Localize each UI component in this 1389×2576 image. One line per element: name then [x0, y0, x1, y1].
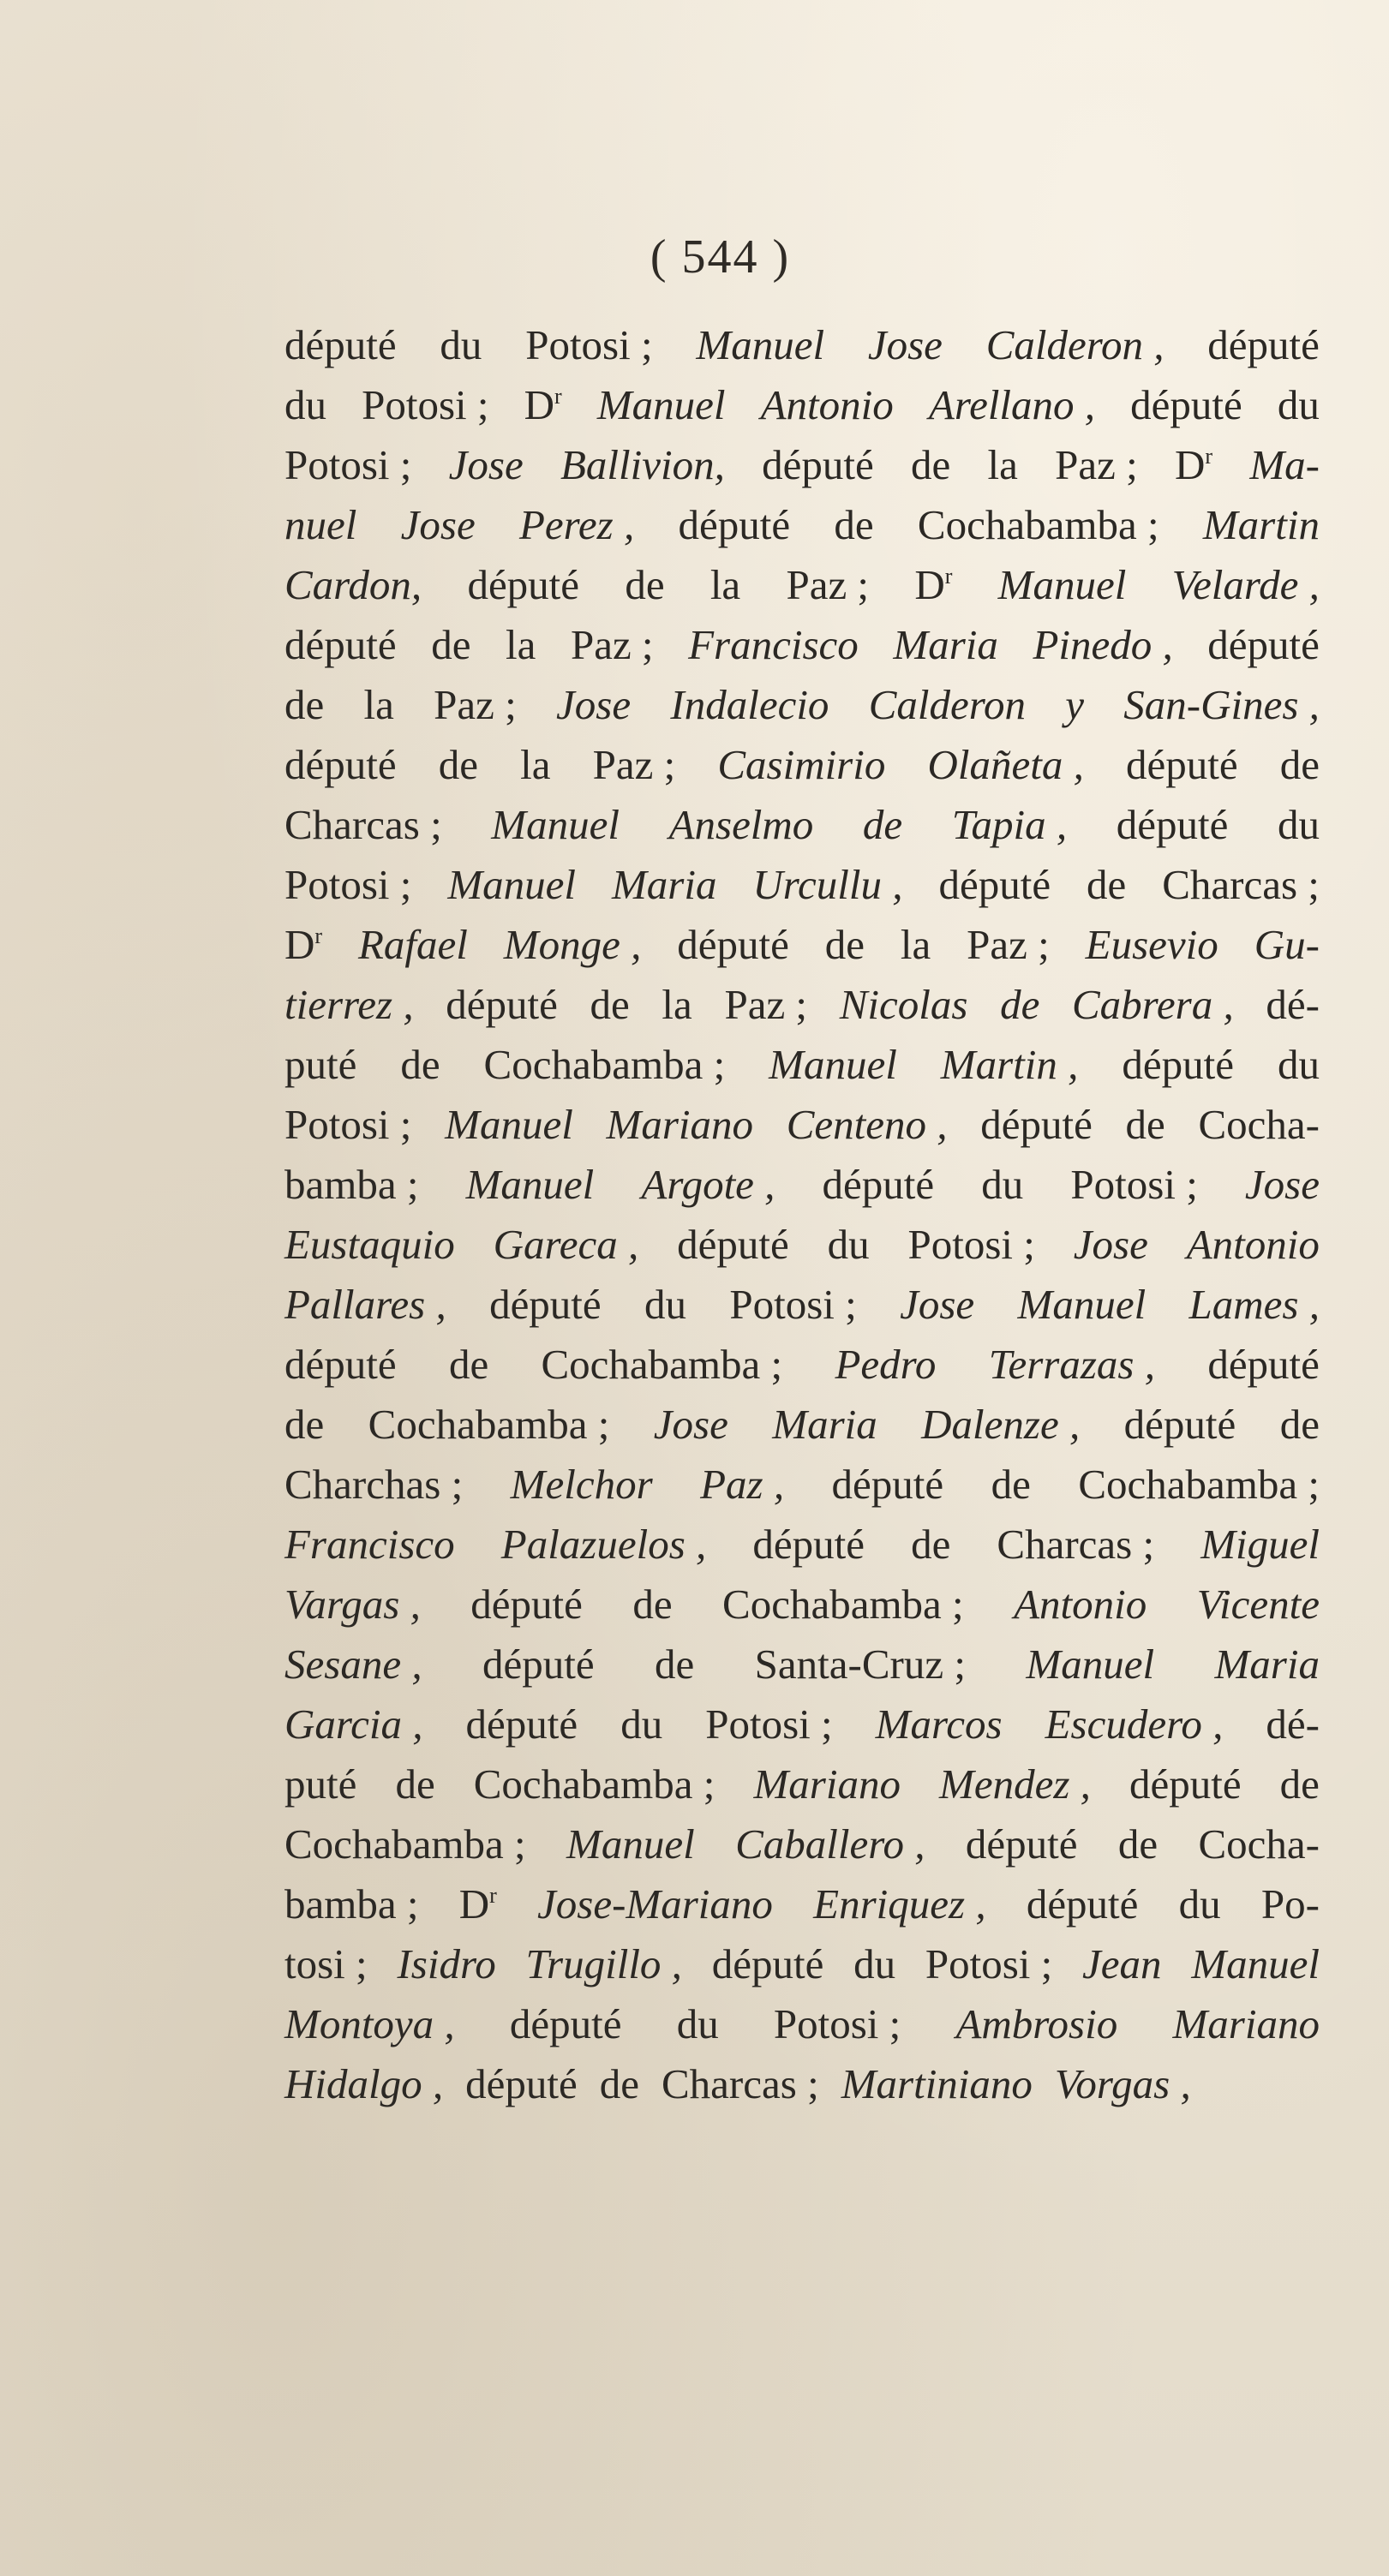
word: Isidro [397, 1940, 496, 1987]
word: député [465, 1700, 578, 1748]
word: Charcas ; [1162, 861, 1320, 908]
word: Martin [1202, 501, 1320, 548]
word: Trugillo , [525, 1940, 682, 1987]
word: Terrazas , [988, 1341, 1155, 1388]
word: de [862, 801, 903, 848]
word: député [467, 561, 580, 608]
word: Pallares , [284, 1281, 446, 1328]
word: député [965, 1820, 1078, 1868]
superscript: r [1205, 444, 1213, 469]
text-line [284, 1635, 1320, 1694]
text-line [284, 915, 1320, 975]
word: $D^r$ [914, 561, 953, 608]
text-line [284, 1155, 1320, 1215]
word: du [853, 1940, 896, 1987]
word: de [834, 501, 874, 548]
word: député [822, 1161, 935, 1208]
word: Dalenze , [921, 1401, 1081, 1448]
word: Mariano [1172, 2000, 1320, 2047]
word: du [284, 381, 326, 428]
word: la [900, 921, 931, 968]
text-line [284, 1515, 1320, 1575]
word: député [1026, 1880, 1139, 1928]
word: Nicolas [839, 981, 968, 1028]
word: député [938, 861, 1051, 908]
word: député [752, 1521, 865, 1568]
word: Caballero , [735, 1820, 925, 1868]
word: la [363, 681, 394, 728]
word: député [678, 501, 791, 548]
word: Cochabamba ; [722, 1581, 964, 1628]
word: Antonio [1014, 1581, 1147, 1628]
word: Potosi ; [1070, 1161, 1198, 1208]
text-line [284, 1035, 1320, 1095]
word: Paz ; [434, 681, 517, 728]
word: Rafael [357, 921, 468, 968]
text-line [284, 555, 1320, 615]
word: Potosi ; [773, 2000, 901, 2047]
word: Potosi ; [284, 1101, 412, 1148]
word: Montoya , [284, 2000, 455, 2047]
word: la [987, 441, 1018, 488]
word: Calderon , [985, 321, 1164, 368]
word: Jose [400, 501, 476, 548]
word: député [1116, 801, 1229, 848]
word: Gu- [1254, 921, 1320, 968]
word: Vicente [1196, 1581, 1320, 1628]
text-line [284, 1934, 1320, 1994]
word: de [590, 981, 630, 1028]
word: Pedro [835, 1341, 937, 1388]
word: Argote , [641, 1161, 775, 1208]
word: député [284, 321, 397, 368]
word: Cochabamba ; [1078, 1461, 1320, 1508]
word: Ambrosio [955, 2000, 1118, 2047]
word: député [677, 1221, 789, 1268]
text-line [284, 1395, 1320, 1455]
word: Tapia , [951, 801, 1068, 848]
word: député [509, 2000, 622, 2047]
word: Paz ; [570, 621, 654, 668]
word: Manuel [696, 321, 825, 368]
word: nuel [284, 501, 357, 548]
word: Escudero , [1045, 1700, 1224, 1748]
word: Maria [1214, 1641, 1320, 1688]
word: $D^r$ [524, 381, 562, 428]
word: député [831, 1461, 944, 1508]
word: Jose [900, 1281, 975, 1328]
word: Paz ; [592, 741, 676, 788]
word: $D^r$ [458, 1880, 497, 1928]
word: de [1125, 1101, 1165, 1148]
word: Paz , [700, 1461, 785, 1508]
word: de [1000, 981, 1040, 1028]
word: Jose [448, 441, 524, 488]
word: du [1277, 1041, 1320, 1088]
word: de [911, 441, 951, 488]
word: Potosi ; [907, 1221, 1035, 1268]
word: du [644, 1281, 687, 1328]
text-line [284, 1455, 1320, 1515]
word: de [632, 1581, 673, 1628]
word: député [284, 1341, 397, 1388]
word: bamba ; [284, 1880, 419, 1928]
word: Potosi ; [362, 381, 489, 428]
superscript: r [554, 384, 562, 409]
text-line [284, 1095, 1320, 1155]
word: Potosi ; [705, 1700, 833, 1748]
word: de [991, 1461, 1031, 1508]
word: Garcia , [284, 1700, 423, 1748]
word: Cocha- [1198, 1101, 1320, 1148]
word: la [506, 621, 536, 668]
word: dé- [1266, 1700, 1320, 1748]
word: Charcas ; [662, 2060, 819, 2107]
word: Manuel [997, 561, 1127, 608]
word: Cabrera , [1071, 981, 1234, 1028]
word: député [284, 741, 397, 788]
word: Perez , [518, 501, 635, 548]
word: Maria [611, 861, 717, 908]
word: Maria [893, 621, 998, 668]
word: Charcas ; [284, 801, 442, 848]
text-line [284, 1814, 1320, 1874]
text-line [284, 315, 1320, 375]
word: député [762, 441, 874, 488]
superscript: r [489, 1883, 497, 1908]
word: tosi ; [284, 1940, 368, 1987]
word: Hidalgo , [284, 2060, 444, 2107]
text-line [284, 435, 1320, 495]
word: Po- [1260, 1880, 1320, 1928]
word: Mendez , [939, 1760, 1091, 1808]
word: député [1130, 381, 1242, 428]
word: Manuel [1191, 1940, 1320, 1987]
word: Charcas ; [997, 1521, 1155, 1568]
word: député [1207, 1341, 1320, 1388]
word: Ma- [1249, 441, 1320, 488]
word: Casimirio [717, 741, 886, 788]
word: Manuel [566, 1820, 695, 1868]
word: Jose [1073, 1221, 1148, 1268]
word: Manuel [465, 1161, 595, 1208]
text-line [284, 375, 1320, 435]
word: Lames , [1188, 1281, 1320, 1328]
word: Jose [1244, 1161, 1320, 1208]
word: Cocha- [1198, 1820, 1320, 1868]
word: député [489, 1281, 602, 1328]
word: Charchas ; [284, 1461, 464, 1508]
word: tierrez , [284, 981, 414, 1028]
word: de [1117, 1820, 1158, 1868]
word: puté [284, 1041, 357, 1088]
text-line [284, 1575, 1320, 1635]
word: Cochabamba ; [368, 1401, 610, 1448]
word: Antonio [1186, 1221, 1320, 1268]
word: Potosi ; [729, 1281, 857, 1328]
text-line [284, 855, 1320, 915]
word: Manuel [1017, 1281, 1147, 1328]
word: Mariano [753, 1760, 901, 1808]
word: Marcos [875, 1700, 1003, 1748]
word: Vorgas , [1054, 2060, 1191, 2107]
word: de [599, 2060, 639, 2107]
text-line [284, 795, 1320, 855]
text-line [284, 495, 1320, 555]
word: Pinedo , [1033, 621, 1173, 668]
word: du [1277, 381, 1320, 428]
word: du [620, 1700, 663, 1748]
word: Miguel [1200, 1521, 1320, 1568]
word: Paz ; [1055, 441, 1138, 488]
text-line [284, 735, 1320, 795]
word: la [709, 561, 741, 608]
word: Anselmo [668, 801, 814, 848]
word: dé- [1266, 981, 1320, 1028]
word: de [431, 621, 471, 668]
word: Melchor [510, 1461, 653, 1508]
text-line [284, 675, 1320, 735]
word: Paz ; [967, 921, 1050, 968]
word: Manuel [1026, 1641, 1155, 1688]
word: Urcullu , [752, 861, 903, 908]
body-text [284, 315, 1320, 2114]
word: Centeno , [786, 1101, 948, 1148]
word: député [1123, 1401, 1236, 1448]
word: député [1207, 621, 1320, 668]
word: de [655, 1641, 695, 1688]
word: de [824, 921, 865, 968]
word: de [284, 1401, 325, 1448]
word: Potosi ; [925, 1940, 1053, 1987]
word: Martiniano [841, 2060, 1033, 2107]
word: Velarde , [1171, 561, 1320, 608]
word: du [440, 321, 482, 368]
word: Arellano , [928, 381, 1096, 428]
word: de [625, 561, 665, 608]
text-line [284, 1215, 1320, 1275]
text-line [284, 2054, 1320, 2114]
word: $D^r$ [284, 921, 323, 968]
word: Francisco [688, 621, 859, 668]
word: de [395, 1760, 435, 1808]
text-line [284, 1694, 1320, 1754]
word: député [284, 621, 397, 668]
word: Eusevio [1085, 921, 1218, 968]
word: député [711, 1940, 824, 1987]
word: député [465, 2060, 578, 2107]
word: San-Gines , [1123, 681, 1320, 728]
word: du [1277, 801, 1320, 848]
word: Jose-Mariano [537, 1880, 773, 1928]
word: de [1087, 861, 1127, 908]
text-line [284, 1994, 1320, 2054]
word: Mariano [606, 1101, 754, 1148]
word: Manuel [769, 1041, 897, 1088]
word: du [1178, 1880, 1221, 1928]
word: Monge , [503, 921, 642, 968]
word: Francisco [284, 1521, 455, 1568]
word: Jose [867, 321, 943, 368]
text-line [284, 615, 1320, 675]
word: bamba ; [284, 1161, 419, 1208]
word: Cochabamba ; [541, 1341, 783, 1388]
word: Cochabamba ; [473, 1760, 715, 1808]
text-line [284, 1335, 1320, 1395]
text-line [284, 975, 1320, 1035]
word: député [482, 1641, 595, 1688]
word: $D^r$ [1175, 441, 1213, 488]
word: député [1207, 321, 1320, 368]
word: député [1122, 1041, 1234, 1088]
word: Antonio [760, 381, 894, 428]
word: de [400, 1041, 440, 1088]
text-line [284, 1874, 1320, 1934]
word: Manuel [491, 801, 620, 848]
word: Eustaquio [284, 1221, 455, 1268]
word: de [448, 1341, 489, 1388]
word: Cochabamba ; [483, 1041, 726, 1088]
word: Indalecio [670, 681, 829, 728]
word: Jose [556, 681, 632, 728]
word: député [470, 1581, 583, 1628]
word: Potosi ; [284, 441, 412, 488]
word: du [676, 2000, 719, 2047]
word: Gareca , [493, 1221, 639, 1268]
word: Olañeta , [927, 741, 1084, 788]
word: la [520, 741, 551, 788]
superscript: r [314, 923, 323, 948]
word: Manuel [445, 1101, 573, 1148]
word: député [446, 981, 558, 1028]
word: Maria [772, 1401, 877, 1448]
word: Santa-Cruz ; [754, 1641, 966, 1688]
word: député [980, 1101, 1093, 1148]
word: Manuel [596, 381, 726, 428]
word: de [438, 741, 478, 788]
word: Jose [653, 1401, 728, 1448]
word: Cardon, [284, 561, 422, 608]
word: Enriquez , [813, 1880, 986, 1928]
word: député [677, 921, 789, 968]
word: Palazuelos , [500, 1521, 707, 1568]
word: Paz ; [786, 561, 870, 608]
word: du [827, 1221, 870, 1268]
word: Potosi ; [525, 321, 653, 368]
word: Jean [1082, 1940, 1162, 1987]
text-line [284, 1754, 1320, 1814]
word: Martin , [940, 1041, 1079, 1088]
word: Sesane , [284, 1641, 422, 1688]
text-line [284, 1275, 1320, 1335]
word: de [284, 681, 325, 728]
word: Potosi ; [284, 861, 412, 908]
word: y [1065, 681, 1085, 728]
word: Manuel [447, 861, 577, 908]
word: Paz ; [724, 981, 808, 1028]
word: Ballivion, [560, 441, 725, 488]
word: de [1279, 1760, 1320, 1808]
word: Calderon [868, 681, 1026, 728]
word: du [981, 1161, 1024, 1208]
word: Vargas , [284, 1581, 421, 1628]
word: de [1279, 741, 1320, 788]
word: de [911, 1521, 951, 1568]
word: Cochabamba ; [917, 501, 1159, 548]
word: puté [284, 1760, 357, 1808]
word: député [1125, 741, 1238, 788]
word: de [1279, 1401, 1320, 1448]
superscript: r [944, 564, 953, 589]
word: Cochabamba ; [284, 1820, 526, 1868]
page-number: ( 544 ) [650, 230, 791, 284]
word: député [1129, 1760, 1242, 1808]
word: la [662, 981, 692, 1028]
